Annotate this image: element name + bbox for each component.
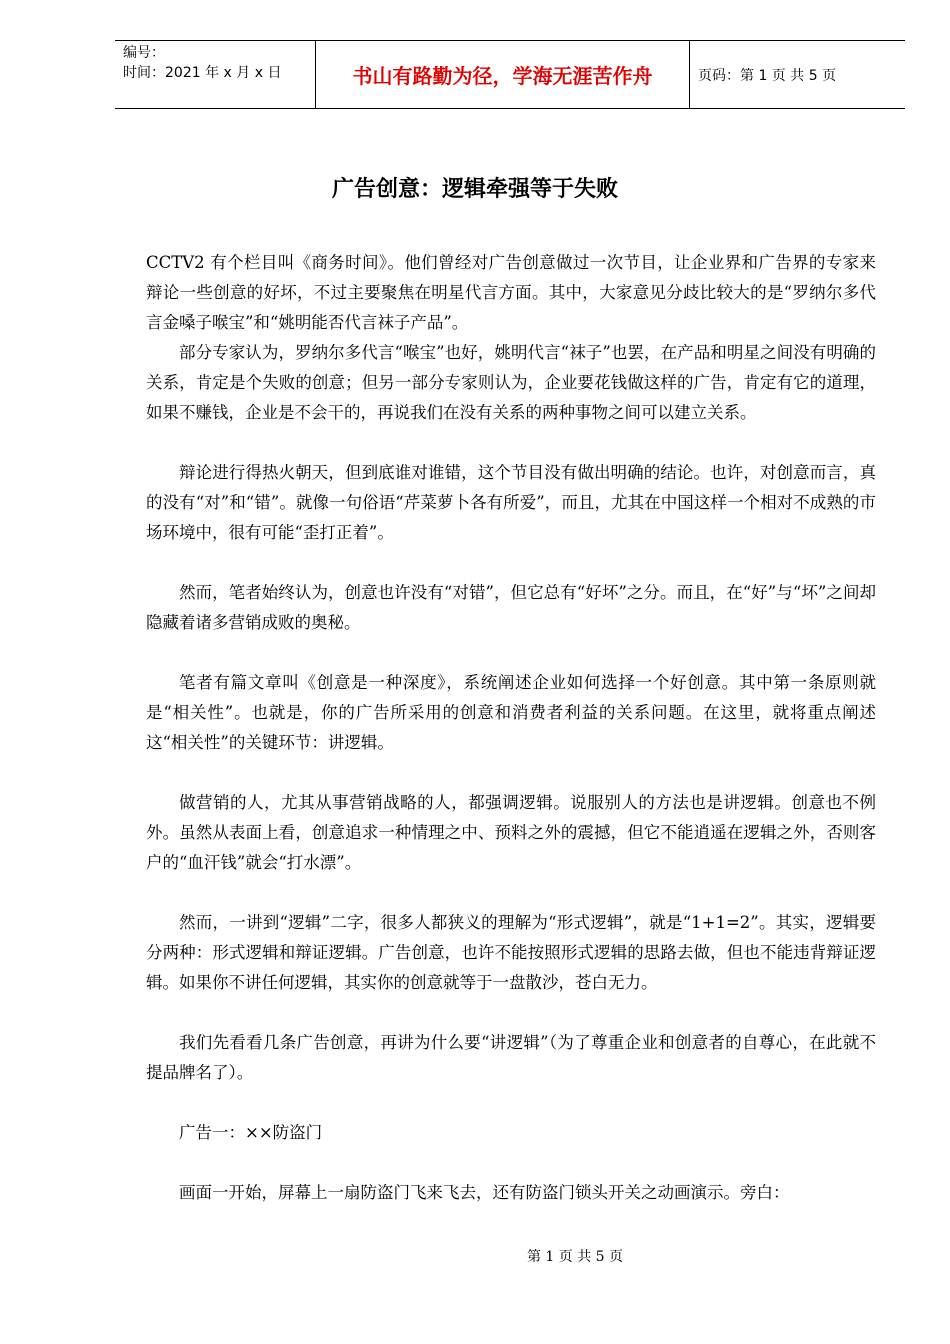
paragraph: 然而，一讲到“逻辑”二字，很多人都狭义的理解为“形式逻辑”，就是“1+1=2”。其实，逻辑要分两种：形式逻辑和辩证逻辑。广告创意，也许不能按照形式逻辑的思路去做，但也不能违背辩证逻辑。如果你不讲任何逻辑，其实你的创意就等于一盘散沙，苍白无力。 [146,913,876,992]
paragraph: 画面一开始，屏幕上一扇防盗门飞来飞去，还有防盗门锁头开关之动画演示。旁白： [179,1183,790,1202]
page-footer: 第 1 页 共 5 页 [526,1249,624,1265]
paragraph: 辩论进行得热火朝天，但到底谁对谁错，这个节目没有做出明确的结论。也许，对创意而言，真的没有“对”和“错”。就像一句俗语“芹菜萝卜各有所爱”，而且，尤其在中国这样一个相对不成熟的市场环境中，很有可能“歪打正着”。 [146,463,876,542]
paragraph: 部分专家认为，罗纳尔多代言“喉宝”也好，姚明代言“袜子”也罢，在产品和明星之间没有明确的关系，肯定是个失败的创意；但另一部分专家则认为，企业要花钱做这样的广告，肯定有它的道理，如果不赚钱，企业是不会干的，再说我们在没有关系的两种事物之间可以建立关系。 [146,343,876,422]
page-header [115,40,905,109]
paragraph: 做营销的人，尤其从事营销战略的人，都强调逻辑。说服别人的方法也是讲逻辑。创意也不例外。虽然从表面上看，创意追求一种情理之中、预料之外的震撼，但它不能逍遥在逻辑之外，否则客户的“血汗钱”就会“打水漂”。 [146,793,876,872]
article-body [146,248,876,1208]
paragraph: CCTV2 有个栏目叫《商务时间》。他们曾经对广告创意做过一次节目，让企业界和广告界的专家来辩论一些创意的好坏，不过主要聚焦在明星代言方面。其中，大家意见分歧比较大的是“罗纳尔多代言金嗓子喉宝”和“姚明能否代言袜子产品”。 [146,253,876,332]
header-motto: 书山有路勤为径，学海无涯苦作舟 [316,41,690,108]
header-meta-cell [115,41,316,108]
document-time-label: 时间：2021 年 x 月 x 日 [123,65,282,81]
header-page-info: 页码：第 1 页 共 5 页 [698,67,837,84]
paragraph: 我们先看看几条广告创意，再讲为什么要“讲逻辑”（为了尊重企业和创意者的自尊心，在此就不提品牌名了）。 [146,1033,876,1082]
document-number-label: 编号： [123,45,165,61]
paragraph: 笔者有篇文章叫《创意是一种深度》，系统阐述企业如何选择一个好创意。其中第一条原则就是“相关性”。也就是，你的广告所采用的创意和消费者利益的关系问题。在这里，就将重点阐述这“相关性”的关键环节：讲逻辑。 [146,673,876,752]
paragraph: 广告一：××防盗门 [179,1123,323,1142]
article-title: 广告创意：逻辑牵强等于失败 [331,177,618,202]
paragraph: 然而，笔者始终认为，创意也许没有“对错”，但它总有“好坏”之分。而且，在“好”与“坏”之间却隐藏着诸多营销成败的奥秘。 [146,583,876,632]
